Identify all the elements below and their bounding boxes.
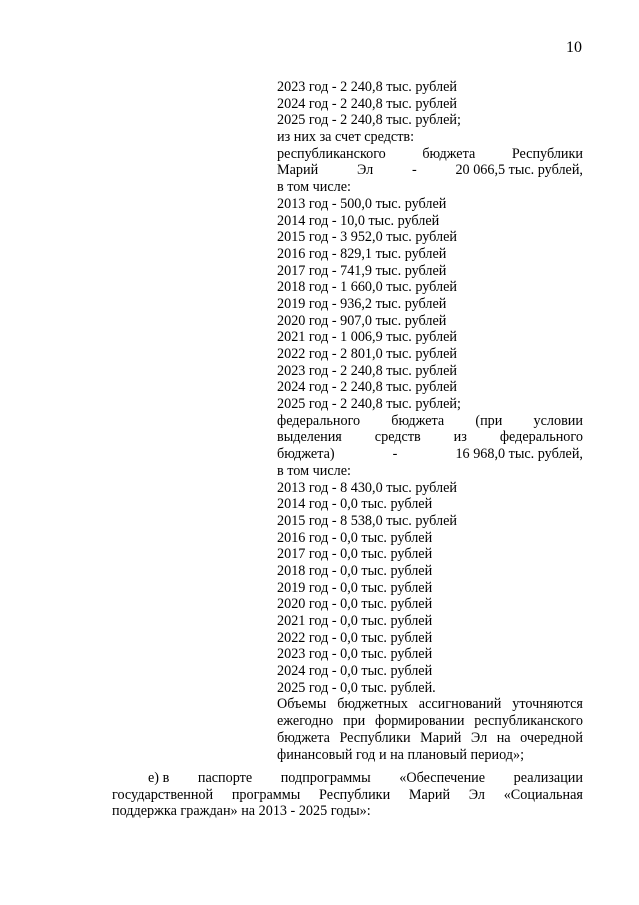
year-line: 2018 год - 0,0 тыс. рублей: [277, 562, 433, 579]
word: Республики: [318, 786, 391, 803]
word: «Социальная: [503, 786, 583, 803]
word: паспорте: [197, 770, 253, 786]
word: подпрограммы: [280, 770, 371, 786]
word: условии: [533, 412, 583, 429]
word: бюджета: [391, 412, 445, 429]
year-line: 2013 год - 8 430,0 тыс. рублей: [277, 479, 457, 496]
word: программы: [231, 786, 301, 803]
republican-line-1: [277, 146, 583, 163]
word: выделения: [277, 429, 342, 446]
word: е) в: [148, 770, 170, 786]
word: из: [453, 429, 467, 446]
word: федерального: [277, 412, 361, 429]
word: очередной: [520, 729, 583, 746]
word: республиканского: [474, 713, 583, 730]
word: Республики: [511, 145, 583, 162]
year-line: 2021 год - 1 006,9 тыс. рублей: [277, 329, 457, 346]
word: реализации: [513, 770, 583, 786]
word: при: [342, 713, 366, 730]
word: бюджетных: [337, 696, 408, 713]
text-line: в том числе:: [277, 462, 351, 479]
year-line: 2021 год - 0,0 тыс. рублей: [277, 613, 433, 629]
word: Марий: [408, 786, 451, 803]
word: ежегодно: [277, 713, 334, 730]
page-number: 10: [566, 39, 582, 56]
volumes-line-1: [277, 696, 583, 713]
word: Объемы: [277, 696, 327, 713]
word: федерального: [499, 429, 583, 446]
word: 20 066,5 тыс. рублей,: [455, 162, 583, 179]
budget-column: [277, 79, 583, 763]
word: 16 968,0 тыс. рублей,: [455, 446, 583, 463]
year-line: 2017 год - 741,9 тыс. рублей: [277, 262, 447, 279]
year-line: 2019 год - 936,2 тыс. рублей: [277, 295, 447, 312]
word: государственной: [112, 786, 214, 803]
year-line: 2017 год - 0,0 тыс. рублей: [277, 546, 433, 563]
year-line: 2015 год - 8 538,0 тыс. рублей: [277, 512, 457, 529]
year-line: 2020 год - 0,0 тыс. рублей: [277, 596, 433, 613]
word: республиканского: [277, 145, 386, 162]
word: бюджета): [277, 446, 335, 463]
year-line: 2022 год - 0,0 тыс. рублей: [277, 629, 433, 646]
word: Эл: [468, 786, 486, 803]
federal-line-1: [277, 413, 583, 430]
word: Марий: [420, 729, 462, 746]
word: «Обеспечение: [399, 770, 486, 786]
word: бюджета: [422, 145, 476, 162]
year-line: 2020 год - 907,0 тыс. рублей: [277, 312, 447, 329]
word: уточняются: [512, 696, 583, 713]
text-line: поддержка граждан» на 2013 - 2025 годы»:: [112, 803, 371, 820]
word: -: [392, 446, 398, 463]
text-line: финансовый год и на плановый период»;: [277, 746, 525, 763]
year-line: 2024 год - 0,0 тыс. рублей: [277, 663, 433, 680]
word: Республики: [339, 729, 411, 746]
year-line: 2023 год - 2 240,8 тыс. рублей: [277, 362, 457, 379]
year-line: 2025 год - 0,0 тыс. рублей.: [277, 679, 436, 696]
text-line: 2023 год - 2 240,8 тыс. рублей: [277, 79, 457, 95]
word: Марий: [277, 162, 319, 179]
year-line: 2015 год - 3 952,0 тыс. рублей: [277, 229, 457, 246]
item-e-line-1: [112, 770, 583, 787]
federal-line-2: [277, 429, 583, 446]
text-line: 2025 год - 2 240,8 тыс. рублей;: [277, 112, 461, 129]
volumes-line-2: [277, 713, 583, 730]
item-e-paragraph: [112, 770, 583, 820]
text-line: 2024 год - 2 240,8 тыс. рублей: [277, 95, 457, 112]
word: (при: [475, 412, 503, 429]
year-line: 2013 год - 500,0 тыс. рублей: [277, 195, 447, 212]
year-line: 2018 год - 1 660,0 тыс. рублей: [277, 279, 457, 296]
word: -: [411, 162, 417, 179]
word: средств: [374, 429, 421, 446]
word: на: [496, 729, 511, 746]
year-line: 2024 год - 2 240,8 тыс. рублей: [277, 379, 457, 396]
year-line: 2022 год - 2 801,0 тыс. рублей: [277, 346, 457, 362]
year-line: 2023 год - 0,0 тыс. рублей: [277, 646, 433, 663]
republican-line-2: [277, 162, 583, 179]
volumes-line-3: [277, 730, 583, 747]
item-e-line-2: [112, 787, 583, 804]
year-line: 2016 год - 829,1 тыс. рублей: [277, 245, 447, 262]
year-line: 2016 год - 0,0 тыс. рублей: [277, 529, 433, 546]
year-line: 2014 год - 0,0 тыс. рублей: [277, 496, 433, 513]
word: бюджета: [277, 729, 330, 746]
federal-line-3: [277, 446, 583, 463]
year-line: 2019 год - 0,0 тыс. рублей: [277, 579, 433, 596]
year-line: 2014 год - 10,0 тыс. рублей: [277, 212, 440, 229]
word: формировании: [374, 713, 465, 730]
text-line: из них за счет средств:: [277, 129, 415, 146]
word: Эл: [470, 729, 488, 746]
word: Эл: [356, 162, 374, 179]
year-line: 2025 год - 2 240,8 тыс. рублей;: [277, 396, 461, 413]
word: ассигнований: [418, 696, 502, 713]
text-line: в том числе:: [277, 179, 351, 196]
